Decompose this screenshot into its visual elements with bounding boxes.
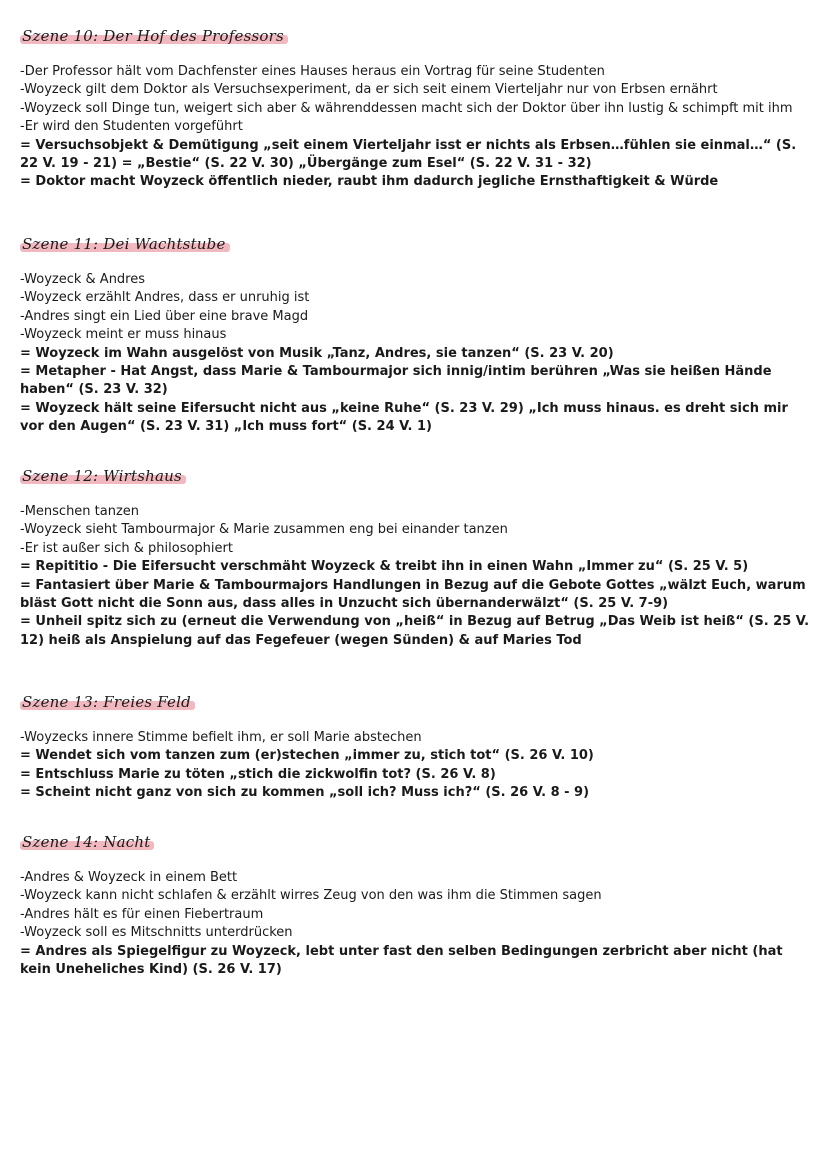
note-line: -Er ist außer sich & philosophiert [20, 540, 233, 556]
note-line: -Woyzecks innere Stimme befielt ihm, er soll Marie abstechen [20, 730, 422, 745]
note-line: -Andres hält es für einen Fiebertraum [20, 906, 264, 922]
note-line: -Andres singt ein Lied über eine brave Magd [20, 308, 309, 324]
note-line: -Woyzeck meint er muss hinaus [20, 327, 227, 343]
note-line: -Andres & Woyzeck in einem Bett [20, 870, 238, 885]
scene-title: Szene 10: Der Hof des Professors [22, 27, 284, 45]
note-line: -Woyzeck kann nicht schlafen & erzählt wirres Zeug von den was ihm die Stimmen sagen [20, 888, 602, 904]
scene-title: Szene 14: Nacht [22, 833, 151, 851]
note-line: -Woyzeck soll es Mitschnitts unterdrücken [20, 925, 293, 941]
analysis-line: = Versuchsobjekt & Demütigung „seit einem Vierteljahr isst er nichts als Erbsen…fühlen sie einmal…“ (S. 22 V. 19 - 21) = „Bestie“ (S. 22 V. 30) „Übergänge zum Esel“ (S. 22 V. 31 - 32) [20, 137, 797, 172]
scene-heading [20, 467, 186, 485]
note-line: -Woyzeck erzählt Andres, dass er unruhig ist [20, 290, 310, 306]
scene-heading [20, 833, 154, 851]
scene-heading [20, 235, 230, 253]
analysis-line: = Scheint nicht ganz von sich zu kommen „soll ich? Muss ich?“ (S. 26 V. 8 - 9) [20, 785, 590, 801]
note-line: -Woyzeck gilt dem Doktor als Versuchsexperiment, da er sich seit einem Vierteljahr nur von Erbsen ernährt [20, 82, 718, 98]
scene-12-section [20, 466, 810, 650]
scene-14-section [20, 832, 810, 979]
note-line: -Er wird den Studenten vorgeführt [20, 119, 243, 135]
note-line: -Menschen tanzen [20, 504, 140, 519]
analysis-line: = Doktor macht Woyzeck öffentlich nieder, raubt ihm dadurch jegliche Ernsthaftigkeit & Würde [20, 174, 719, 190]
scene-heading [20, 693, 195, 711]
analysis-line: = Fantasiert über Marie & Tambourmajors Handlungen in Bezug auf die Gebote Gottes „wälzt Euch, warum bläst Gott nicht die Sonn aus, dass alles in Unzucht sich übernanderwälzt“ (S. 25 V. 7-9) [20, 577, 806, 612]
note-line: -Woyzeck & Andres [20, 272, 146, 287]
note-line: -Der Professor hält vom Dachfenster eines Hauses heraus ein Vortrag für seine Studenten [20, 64, 605, 79]
scene-title: Szene 12: Wirtshaus [22, 467, 182, 485]
note-line: -Woyzeck sieht Tambourmajor & Marie zusammen eng bei einander tanzen [20, 522, 508, 538]
analysis-line: = Unheil spitz sich zu (erneut die Verwendung von „heiß“ in Bezug auf Betrug „Das Weib ist heiß“ (S. 25 V. 12) heiß als Anspielung auf das Fegefeuer (wegen Sünden) & auf Maries Tod [20, 614, 810, 648]
analysis-line: = Woyzeck hält seine Eifersucht nicht aus „keine Ruhe“ (S. 23 V. 29) „Ich muss hinaus. es dreht sich mir vor den Augen“ (S. 23 V. 31) „Ich muss fort“ (S. 24 V. 1) [20, 400, 788, 435]
scene-heading [20, 27, 288, 45]
scene-title: Szene 11: Dei Wachtstube [22, 235, 226, 253]
analysis-line: = Wendet sich vom tanzen zum (er)stechen „immer zu, stich tot“ (S. 26 V. 10) [20, 748, 594, 764]
analysis-line: = Entschluss Marie zu töten „stich die zickwolfin tot? (S. 26 V. 8) [20, 766, 496, 782]
analysis-line: = Woyzeck im Wahn ausgelöst von Musik „Tanz, Andres, sie tanzen“ (S. 23 V. 20) [20, 345, 614, 361]
scene-13-section [20, 692, 810, 803]
scene-10-section [20, 26, 810, 192]
analysis-line: = Andres als Spiegelfigur zu Woyzeck, lebt unter fast den selben Bedingungen zerbricht aber nicht (hat kein Uneheliches Kind) (S. 26 V. 17) [20, 943, 783, 978]
scene-11-section [20, 234, 810, 437]
scene-title: Szene 13: Freies Feld [22, 693, 191, 711]
analysis-line: = Metapher - Hat Angst, dass Marie & Tambourmajor sich innig/intim berühren „Was sie heißen Hände haben“ (S. 23 V. 32) [20, 364, 772, 398]
note-line: -Woyzeck soll Dinge tun, weigert sich aber & währenddessen macht sich der Doktor über ihn lustig & schimpft mit ihm [20, 100, 793, 116]
analysis-line: = Repititio - Die Eifersucht verschmäht Woyzeck & treibt ihn in einen Wahn „Immer zu“ (S. 25 V. 5) [20, 559, 749, 575]
